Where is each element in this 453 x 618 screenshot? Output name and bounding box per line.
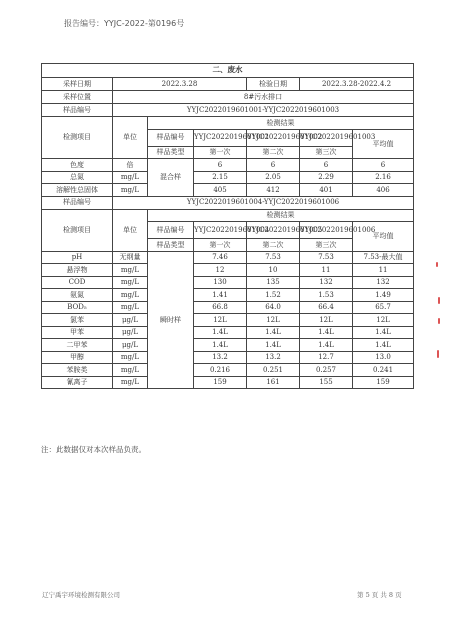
- results-header: 检测结果: [148, 117, 414, 130]
- value-run-1: 1.4L: [194, 339, 247, 352]
- table-row: [42, 364, 414, 377]
- table-row: [42, 326, 414, 339]
- value-run-1: 0.216: [194, 364, 247, 377]
- table-row: [42, 171, 414, 184]
- table-row: [42, 289, 414, 302]
- value-run-2: 6: [247, 159, 300, 172]
- value-run-3: 0.257: [300, 364, 353, 377]
- item-unit: mg/L: [113, 364, 148, 377]
- value-run-3: 12L: [300, 314, 353, 327]
- sample-range: YYJC2022019601001-YYJC2022019601003: [113, 104, 414, 117]
- sample-no-label: 样品编号: [42, 196, 113, 209]
- sampling-location: 8#污水排口: [113, 91, 414, 104]
- sample-no-1: YYJC2022019601001: [194, 129, 247, 146]
- table-row: [42, 339, 414, 352]
- value-average: 65.7: [353, 301, 414, 314]
- value-run-2: 12L: [247, 314, 300, 327]
- value-average: 1.4L: [353, 326, 414, 339]
- sample-no-subheader: 样品编号: [148, 222, 194, 239]
- run-3: 第三次: [300, 146, 353, 159]
- value-run-2: 412: [247, 184, 300, 197]
- value-average: 132: [353, 276, 414, 289]
- value-average: 6: [353, 159, 414, 172]
- value-run-2: 7.53: [247, 251, 300, 264]
- sample-no-2: YYJC2022019601002: [247, 129, 300, 146]
- item-name: 色度: [42, 159, 113, 172]
- sample-type: 瞬时样: [148, 251, 194, 389]
- value-run-2: 10: [247, 264, 300, 277]
- item-unit: mg/L: [113, 264, 148, 277]
- value-run-3: 6: [300, 159, 353, 172]
- value-average: 0.241: [353, 364, 414, 377]
- sample-no-3: YYJC2022019601006: [300, 222, 353, 239]
- footnote: 注：此数据仅对本次样品负责。: [41, 445, 146, 454]
- value-run-1: 2.15: [194, 171, 247, 184]
- sample-no-2: YYJC2022019601005: [247, 222, 300, 239]
- sample-no-1: YYJC2022019601004: [194, 222, 247, 239]
- sample-no-subheader: 样品编号: [148, 129, 194, 146]
- value-run-3: 1.53: [300, 289, 353, 302]
- sample-no-3: YYJC2022019601003: [300, 129, 353, 146]
- value-run-3: 66.4: [300, 301, 353, 314]
- value-run-1: 7.46: [194, 251, 247, 264]
- item-name: 苯胺类: [42, 364, 113, 377]
- value-run-1: 12L: [194, 314, 247, 327]
- value-average: 12L: [353, 314, 414, 327]
- value-run-2: 135: [247, 276, 300, 289]
- report-number: 报告编号：YYJC-2022-第0196号: [64, 19, 185, 28]
- value-average: 7.53-最大值: [353, 251, 414, 264]
- wastewater-table: [41, 63, 414, 389]
- value-average: 406: [353, 184, 414, 197]
- item-name: 甲苯: [42, 326, 113, 339]
- stamp-mark: [436, 262, 438, 267]
- sample-no-label: 样品编号: [42, 104, 113, 117]
- value-average: 1.4L: [353, 339, 414, 352]
- value-run-1: 13.2: [194, 351, 247, 364]
- item-unit: mg/L: [113, 171, 148, 184]
- sampling-date: 2022.3.28: [113, 78, 247, 91]
- value-run-2: 1.4L: [247, 339, 300, 352]
- value-run-1: 6: [194, 159, 247, 172]
- average-header: 平均值: [353, 222, 414, 252]
- table-row: [42, 159, 414, 172]
- value-average: 2.16: [353, 171, 414, 184]
- section-title: 二、废水: [42, 64, 414, 78]
- item-unit: mg/L: [113, 376, 148, 389]
- results-header: 检测结果: [148, 209, 414, 222]
- value-run-1: 1.41: [194, 289, 247, 302]
- value-run-1: 1.4L: [194, 326, 247, 339]
- item-name: 二甲苯: [42, 339, 113, 352]
- item-unit: mg/L: [113, 276, 148, 289]
- sample-type-label: 样品类型: [148, 146, 194, 159]
- table-row: [42, 351, 414, 364]
- item-name: 氨氮: [42, 289, 113, 302]
- value-run-1: 12: [194, 264, 247, 277]
- item-unit: mg/L: [113, 184, 148, 197]
- test-date: 2022.3.28-2022.4.2: [300, 78, 414, 91]
- stamp-mark: [437, 350, 439, 358]
- value-run-2: 2.05: [247, 171, 300, 184]
- value-run-2: 1.52: [247, 289, 300, 302]
- sample-range: YYJC2022019601004-YYJC2022019601006: [113, 196, 414, 209]
- unit-header: 单位: [113, 117, 148, 159]
- test-date-label: 检验日期: [247, 78, 300, 91]
- item-name: 氯苯: [42, 314, 113, 327]
- unit-header: 单位: [113, 209, 148, 251]
- run-3: 第三次: [300, 239, 353, 252]
- value-run-2: 64.0: [247, 301, 300, 314]
- item-header: 检测项目: [42, 117, 113, 159]
- sampling-date-label: 采样日期: [42, 78, 113, 91]
- value-average: 11: [353, 264, 414, 277]
- value-run-2: 0.251: [247, 364, 300, 377]
- value-run-2: 13.2: [247, 351, 300, 364]
- value-run-1: 66.8: [194, 301, 247, 314]
- average-header: 平均值: [353, 129, 414, 159]
- table-row: [42, 314, 414, 327]
- item-name: 甲醇: [42, 351, 113, 364]
- value-run-3: 12.7: [300, 351, 353, 364]
- value-run-1: 130: [194, 276, 247, 289]
- item-name: 悬浮物: [42, 264, 113, 277]
- footer-company: 辽宁禹宇环境检测有限公司: [42, 591, 120, 599]
- value-run-3: 7.53: [300, 251, 353, 264]
- item-header: 检测项目: [42, 209, 113, 251]
- item-unit: 无纲量: [113, 251, 148, 264]
- item-name: 总氮: [42, 171, 113, 184]
- value-run-3: 1.4L: [300, 339, 353, 352]
- stamp-mark: [438, 297, 440, 304]
- run-2: 第二次: [247, 239, 300, 252]
- sample-type-label: 样品类型: [148, 239, 194, 252]
- value-run-3: 401: [300, 184, 353, 197]
- table-row: [42, 264, 414, 277]
- item-unit: 倍: [113, 159, 148, 172]
- sample-type: 混合样: [148, 159, 194, 197]
- run-1: 第一次: [194, 146, 247, 159]
- item-unit: mg/L: [113, 351, 148, 364]
- run-2: 第二次: [247, 146, 300, 159]
- value-run-2: 1.4L: [247, 326, 300, 339]
- footer-page-number: 第 5 页 共 8 页: [357, 591, 402, 599]
- value-run-2: 161: [247, 376, 300, 389]
- value-run-3: 155: [300, 376, 353, 389]
- value-run-1: 405: [194, 184, 247, 197]
- value-run-1: 159: [194, 376, 247, 389]
- value-average: 1.49: [353, 289, 414, 302]
- table-row: [42, 276, 414, 289]
- item-name: pH: [42, 251, 113, 264]
- value-run-3: 1.4L: [300, 326, 353, 339]
- item-unit: mg/L: [113, 289, 148, 302]
- item-name: BOD₅: [42, 301, 113, 314]
- item-name: 氰离子: [42, 376, 113, 389]
- run-1: 第一次: [194, 239, 247, 252]
- value-average: 13.0: [353, 351, 414, 364]
- value-run-3: 132: [300, 276, 353, 289]
- table-row: [42, 301, 414, 314]
- table-row: [42, 184, 414, 197]
- item-unit: mg/L: [113, 301, 148, 314]
- value-average: 159: [353, 376, 414, 389]
- item-name: 溶解性总固体: [42, 184, 113, 197]
- value-run-3: 2.29: [300, 171, 353, 184]
- table-row: [42, 251, 414, 264]
- item-unit: μg/L: [113, 326, 148, 339]
- table-row: [42, 376, 414, 389]
- value-run-3: 11: [300, 264, 353, 277]
- item-unit: μg/L: [113, 314, 148, 327]
- sampling-location-label: 采样位置: [42, 91, 113, 104]
- stamp-mark: [438, 318, 440, 324]
- item-name: COD: [42, 276, 113, 289]
- item-unit: μg/L: [113, 339, 148, 352]
